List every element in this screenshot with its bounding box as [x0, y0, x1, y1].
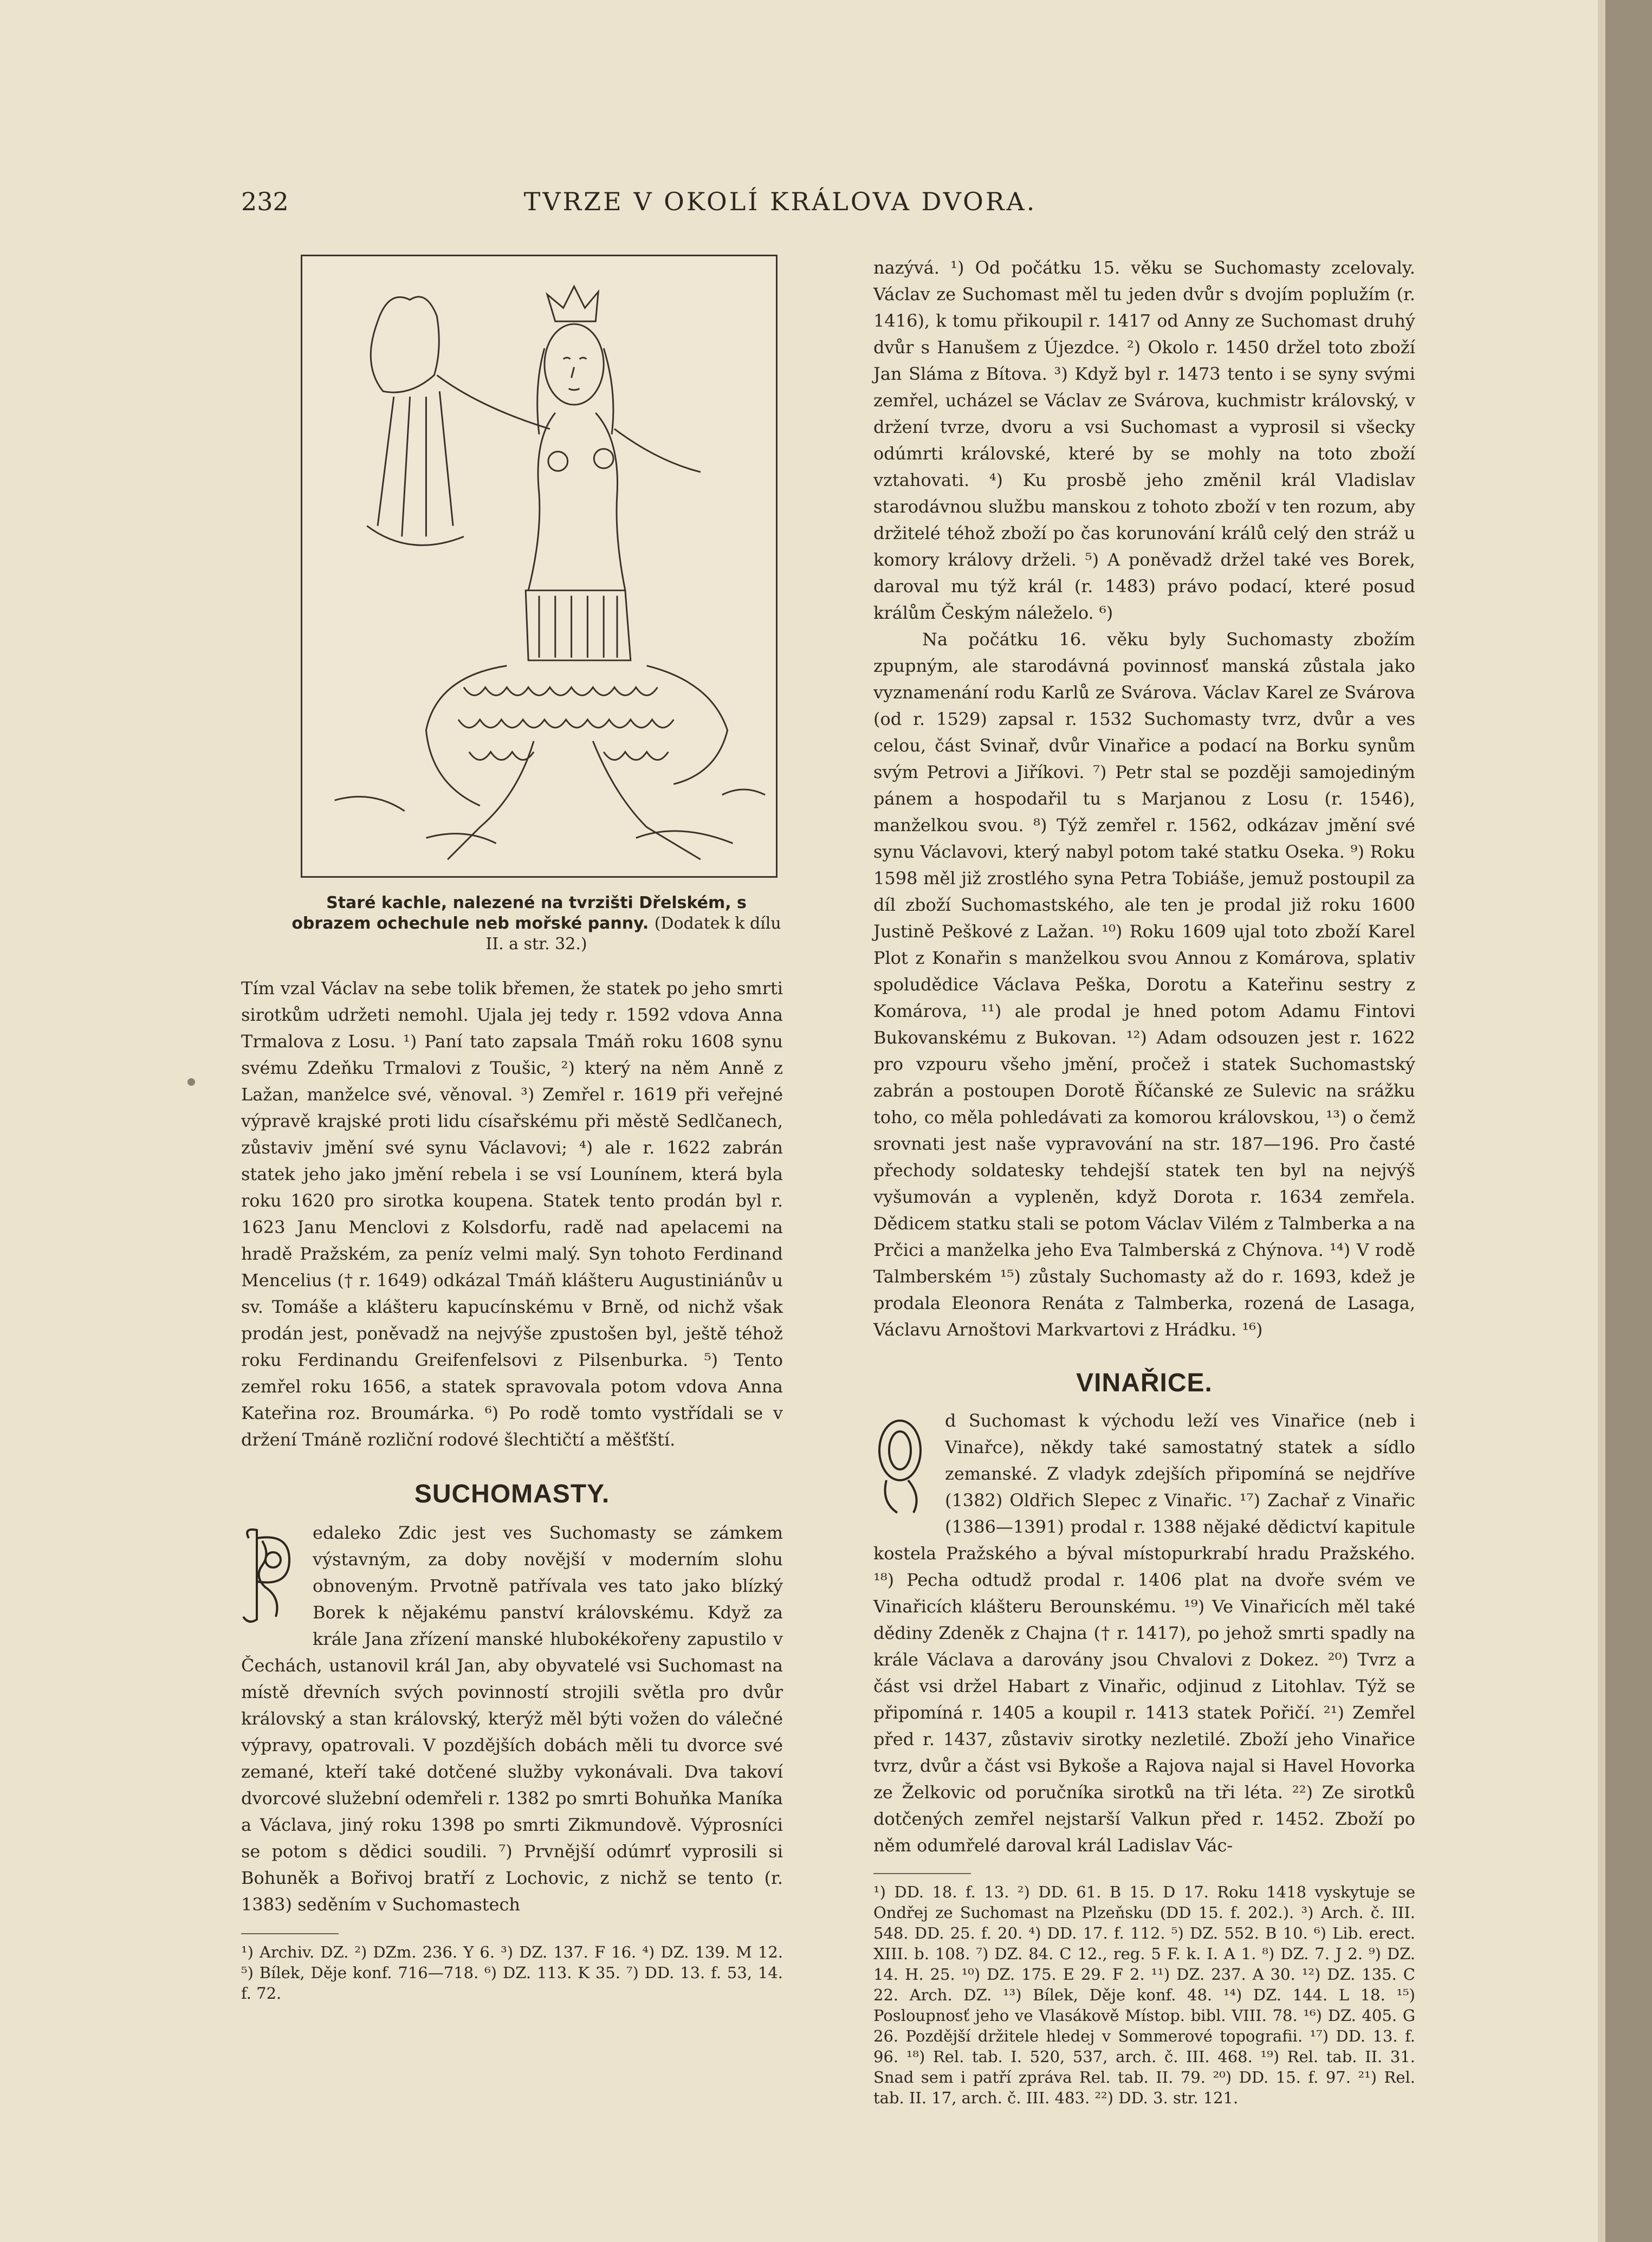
dropcap-n — [238, 1522, 303, 1630]
right-footnote-text: ¹) DD. 18. f. 13. ²) DD. 61. B 15. D 17. Roku 1418 vyskytuje se Ondřej ze Suchomast na Plzeňsku (DD 15. f. 202.). ³) Arch. č. III. 548. DD. 25. f. 20. ⁴) DD. 17. f. 112. ⁵) DZ. 552. B 10. ⁶) Lib. erect. XIII. b. 108. ⁷) DZ. 84. C 12., reg. 5 F. k. I. A 1. ⁸) DZ. 7. J 2. ⁹) DZ. 14. H. 25. ¹⁰) DZ. 175. E 29. F 2. ¹¹) DZ. 237. A 30. ¹²) DZ. 135. C 22. Arch. DZ. ¹³) Bílek, Děje konf. 48. ¹⁴) DZ. 144. L 18. ¹⁵) Posloupnosť jeho ve Vlasákově Místop. bibl. VIII. 78. ¹⁶) DZ. 405. G 26. Pozdější držitele hledej v Sommerové topografii. ¹⁷) DD. 13. f. 96. ¹⁸) Rel. tab. I. 520, 537, arch. č. III. 468. ¹⁹) Rel. tab. II. 31. Snad sem i patří zpráva Rel. tab. II. 79. ²⁰) DD. 15. f. 97. ²¹) Rel. tab. II. 17, arch. č. III. 483. ²²) DD. 3. str. 121. — [873, 1883, 1415, 2107]
footnote-rule — [241, 1933, 339, 1934]
initial-letter-icon — [870, 1410, 935, 1518]
footnote-rule — [873, 1873, 971, 1874]
margin-dot — [187, 1078, 195, 1086]
right-column — [873, 255, 1415, 2108]
vinarice-heading: VINAŘICE. — [1076, 1369, 1213, 1397]
mermaid-drawing — [302, 256, 776, 876]
figure-caption — [290, 893, 783, 955]
vinarice-paragraph: d Suchomast k východu leží ves Vinařice (neb i Vinařce), někdy také samostatný statek a sídlo zemanské. Z vladyk zdejších připomíná se nejdříve (1382) Oldřich Slepec z Vinařic. ¹⁷) Zachař z Vinařic (1386—1391) prodal r. 1388 nějaké dědictví kapitule kostela Pražského a býval místopurkrabí hradu Pražského. ¹⁸) Pecha odtudž prodal r. 1406 plat na dvoře svém ve Vinařicích klášteru Berounskému. ¹⁹) Ve Vinařicích měl také dědiny Zdeněk z Chajna († r. 1417), po jehož smrti spadly na krále Václava a darovány jsou Chvalovi z Dokez. ²⁰) Tvrz a část vsi držel Habart z Vinařic, odjinud z Litohlav. Týž se připomíná r. 1405 a koupil r. 1413 statek Pořičí. ²¹) Zemřel před r. 1437, zůstaviv sirotky nezletilé. Zboží jeho Vinařice tvrz, dvůr a část vsi Bykoše a Rajova najal si Havel Hovorka ze Želkovic od poručníka sirotků na tři léta. ²²) Ze sirotků dotčených zemřel nejstarší Valkun před r. 1452. Zboží po něm odumřelé daroval král Ladislav Vác- — [873, 1410, 1415, 1856]
initial-letter-icon — [238, 1522, 303, 1630]
mermaid-tile-illustration — [301, 255, 778, 878]
caption-bold: Staré kachle, nalezené na tvrzišti Dřelském, s obrazem ochechule neb mořské panny. — [291, 893, 747, 933]
caption-reference: (Dodatek k dílu II. a str. 32.) — [485, 914, 781, 954]
suchomasty-continued: nazývá. ¹) Od počátku 15. věku se Suchomasty zcelovaly. Václav ze Suchomast měl tu jeden dvůr s dvojím poplužím (r. 1416), k tomu přikoupil r. 1417 od Anny ze Suchomast druhý dvůr s Hanušem z Újezdce. ²) Okolo r. 1450 držel toto zboží Jan Sláma z Bítova. ³) Když byl r. 1473 tento i se syny svými zemřel, ucházel se Václav ze Svárova, kuchmistr královský, v držení tvrze, dvoru a vsi Suchomast a vyprosil si všecky odúmrti královské, které by se mohly na toto zboží vztahovati. ⁴) Ku prosbě jeho změnil král Vladislav starodávnou službu manskou z tohoto zboží v ten rozum, aby držitelé téhož zboží po čas korunování králů celý den stráž u komory královy drželi. ⁵) A poněvadž držel také ves Borek, daroval mu týž král (r. 1483) právo podací, které posud králům Českým náleželo. ⁶) — [873, 257, 1415, 623]
right-footnotes — [873, 1873, 1415, 2108]
dropcap-o — [870, 1410, 935, 1518]
tman-paragraph: Tím vzal Václav na sebe tolik břemen, že statek po jeho smrti sirotkům udržeti nemohl. Ujala jej tedy r. 1592 vdova Anna Trmalova z Losu. ¹) Paní tato zapsala Tmáň roku 1608 synu svému Zdeňku Trmalovi z Toušic, ²) který na něm Anně z Lažan, manželce své, věnoval. ³) Zemřel r. 1619 při veřejné výpravě krajské proti lidu císařskému při městě Sedlčanech, zůstaviv jmění své synu Václavovi; ⁴) ale r. 1622 zabrán statek jeho jako jmění rebela i se vsí Lounínem, která byla roku 1620 pro sirotka koupena. Statek tento prodán byl r. 1623 Janu Menclovi z Kolsdorfu, radě nad apelacemi na hradě Pražském, za peníz velmi malý. Syn tohoto Ferdinand Mencelius († r. 1649) odkázal Tmáň klášteru Augustiniánův u sv. Tomáše a klášteru kapucínskému v Brně, od nichž však prodán jest, poněvadž na nejvýše zpustošen byl, ještě téhož roku Ferdinandu Greifenfelsovi z Pilsenburka. ⁵) Tento zemřel roku 1656, a statek spravovala potom vdova Anna Kateřina roz. Broumárka. ⁶) Po rodě tomto vystřídali se v držení Tmáně rozliční rodové šlechtičtí a měšťští. — [241, 978, 783, 1450]
suchomasty-paragraph: edaleko Zdic jest ves Suchomasty se zámkem výstavným, za doby novější v moderním slohu obnoveným. Prvotně patřívala ves tato jako blízký Borek k nějakému panství královskému. Když za krále Jana zřízení manské hlubokékořeny zapustilo v Čechách, ustanovil král Jan, aby obyvatelé vsi Suchomast na místě dřevních svých povinností strojili světla pro dvůr královský a stan královský, kterýž měl býti vožen do válečné výpravy, opatrovali. V pozdějších dobách měli tu dvorce své zemané, kteří také dotčené služby vykonávali. Dva takoví dvorcové služební odemřeli r. 1382 po smrti Bohuňka Maníka a Václava, jiný roku 1398 po smrti Zikmundově. Výprosníci se potom s dědici soudili. ⁷) Prvnější odúmrť vyprosili si Bohuněk a Bořivoj bratří z Lochovic, z nichž se tento (r. 1383) seděním v Suchomastech — [241, 1522, 783, 1915]
running-head — [241, 187, 1319, 230]
left-footnote-text: ¹) Archiv. DZ. ²) DZm. 236. Y 6. ³) DZ. 137. F 16. ⁴) DZ. 139. M 12. ⁵) Bílek, Děje konf. 716—718. ⁶) DZ. 113. K 35. ⁷) DD. 13. f. 53, 14. f. 72. — [241, 1943, 783, 2003]
suchomasty-paragraph-2: Na počátku 16. věku byly Suchomasty zbožím zpupným, ale starodávná povinnosť manská zůstala jako vyznamenání rodu Karlů ze Svárova. Václav Karel ze Svárova (od r. 1529) zapsal r. 1532 Suchomasty tvrz, dvůr a ves celou, část Svinař, dvůr Vinařice a podací na Borku synům svým Petrovi a Jiříkovi. ⁷) Petr stal se později samojediným pánem a hospodařil tu s Marjanou z Losu (r. 1546), manželkou svou. ⁸) Týž zemřel r. 1562, odkázav jmění své synu Václavovi, který nabyl potom také statku Oseka. ⁹) Roku 1598 měl již zrostlého syna Petra Tobiáše, jemuž postoupil za díl zboží Suchomastského, ale ten je prodal již roku 1600 Justině Peškové z Lažan. ¹⁰) Roku 1609 ujal toto zboží Karel Plot z Konařin s manželkou svou Annou z Komárova, splativ spoludědice Václava Peška, Dorotu a Kateřinu sestry z Komárova, ¹¹) ale prodal je hned potom Adamu Fintovi Bukovanskému z Bukovan. ¹²) Adam odsouzen jest r. 1622 pro vzpouru všeho jmění, pročež i statek Suchomastský zabrán a postoupen Dorotě Říčanské ze Sulevic na srážku toho, co měla pohledávati za komorou královskou, ¹³) o čemž srovnati jest naše vypravování na str. 187—196. Pro časté přechody soldatesky tehdejší statek ten byl na nejvýš vyšumován a vypleněn, když Dorota r. 1634 zemřela. Dědicem statku stali se potom Václav Vilém z Talmberka a na Prčici a manželka jeho Eva Talmberská z Chýnova. ¹⁴) V rodě Talmberském ¹⁵) zůstaly Suchomasty až do r. 1693, kdež je prodala Eleonora Renáta z Talmberka, rozená de Lasaga, Václavu Arnoštovi Markvartovi z Hrádku. ¹⁶) — [873, 629, 1415, 1340]
suchomasty-heading: SUCHOMASTY. — [414, 1480, 610, 1508]
page-edge — [1598, 0, 1652, 2242]
left-text — [241, 975, 783, 2004]
page-edge-strip — [1598, 0, 1605, 2242]
left-footnotes — [241, 1933, 783, 2004]
running-title: TVRZE V OKOLÍ KRÁLOVA DVORA. — [523, 187, 1037, 216]
page-number: 232 — [241, 187, 289, 216]
